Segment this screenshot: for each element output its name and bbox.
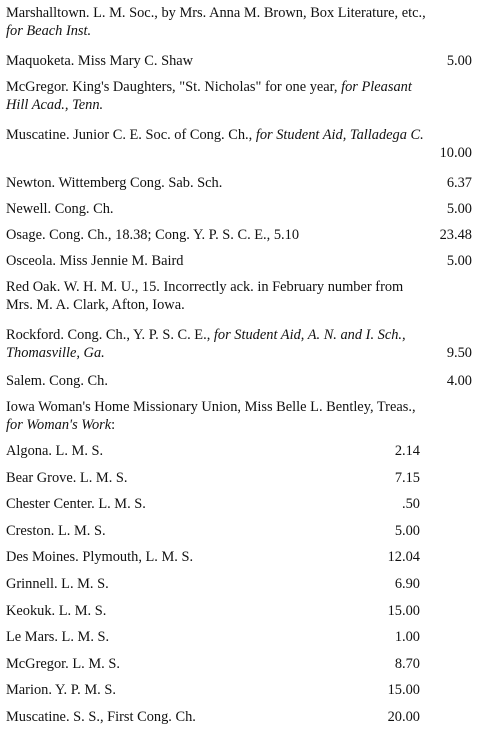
entry-donor: Osceola. Miss Jennie M. Baird bbox=[6, 253, 184, 269]
entry-text bbox=[6, 326, 426, 362]
entry-amount: 10.00 bbox=[439, 145, 472, 161]
entry bbox=[6, 278, 426, 314]
entry-text bbox=[6, 372, 426, 390]
sub-entry-amount: 8.70 bbox=[394, 656, 420, 672]
entry bbox=[6, 78, 426, 114]
entry bbox=[6, 200, 426, 218]
entry-donor: Osage. Cong. Ch., 18.38; Cong. Y. P. S. C. E., 5.10 bbox=[6, 227, 300, 243]
entry-designation: for Beach Inst. bbox=[6, 23, 92, 39]
entry-designation: for Student Aid, A. N. and I. Sch., Thomasville, Ga. bbox=[6, 327, 406, 361]
entry bbox=[6, 52, 426, 70]
entry-amount: 5.00 bbox=[446, 201, 472, 217]
entry-donor: McGregor. King's Daughters, "St. Nicholas" for one year, bbox=[6, 79, 342, 95]
entry-text bbox=[6, 174, 426, 192]
entry-text bbox=[6, 252, 426, 270]
sub-entry-amount: 12.04 bbox=[387, 549, 420, 565]
sub-entry-amount: 6.90 bbox=[394, 576, 420, 592]
sub-entry-text: Bear Grove. L. M. S. bbox=[6, 470, 128, 486]
entry bbox=[6, 226, 426, 244]
sub-entry-amount: 5.00 bbox=[394, 523, 420, 539]
entry bbox=[6, 372, 426, 390]
entry bbox=[6, 174, 426, 192]
sub-entry-text: Keokuk. L. M. S. bbox=[6, 603, 107, 619]
sub-entry-amount: 15.00 bbox=[387, 682, 420, 698]
sub-entry-text: Des Moines. Plymouth, L. M. S. bbox=[6, 549, 194, 565]
entry-text bbox=[6, 398, 426, 434]
entry bbox=[6, 398, 426, 434]
entry-text bbox=[6, 52, 426, 70]
entry-amount: 6.37 bbox=[446, 175, 472, 191]
sub-entry-amount: 15.00 bbox=[387, 603, 420, 619]
entry-designation: for Woman's Work bbox=[6, 417, 112, 433]
entry-designation: for Student Aid, Talladega C. bbox=[255, 127, 424, 143]
entry-donor: Muscatine. Junior C. E. Soc. of Cong. Ch., bbox=[6, 127, 256, 143]
sub-entry-text: Algona. L. M. S. bbox=[6, 443, 104, 459]
sub-entry-text: Chester Center. L. M. S. bbox=[6, 496, 146, 512]
entry-text bbox=[6, 78, 426, 114]
entry-designation: for Pleasant Hill Acad., Tenn. bbox=[6, 79, 412, 113]
entry-amount: 5.00 bbox=[446, 253, 472, 269]
entry-text bbox=[6, 4, 426, 40]
entry-amount: 4.00 bbox=[446, 373, 472, 389]
entry-donor: : bbox=[111, 417, 116, 433]
sub-entry-amount: 7.15 bbox=[394, 470, 420, 486]
entry-donor: Salem. Cong. Ch. bbox=[6, 373, 108, 389]
entry-donor: Iowa Woman's Home Missionary Union, Miss Belle L. Bentley, Treas., bbox=[6, 399, 416, 415]
entry-donor: Newell. Cong. Ch. bbox=[6, 201, 114, 217]
entry bbox=[6, 326, 426, 362]
entry-donor: Rockford. Cong. Ch., Y. P. S. C. E., bbox=[6, 327, 214, 343]
entry-amount: 23.48 bbox=[439, 227, 472, 243]
entry bbox=[6, 252, 426, 270]
entry-text bbox=[6, 200, 426, 218]
entry-donor: Marshalltown. L. M. Soc., by Mrs. Anna M. Brown, Box Literature, etc., bbox=[6, 5, 426, 21]
entry-amount: 9.50 bbox=[446, 345, 472, 361]
sub-entry-amount: 20.00 bbox=[387, 709, 420, 725]
entry-donor: Newton. Wittemberg Cong. Sab. Sch. bbox=[6, 175, 223, 191]
entry-text bbox=[6, 226, 426, 244]
entry bbox=[6, 4, 426, 40]
sub-entry-text: Creston. L. M. S. bbox=[6, 523, 106, 539]
entry-text bbox=[6, 278, 426, 314]
sub-entry-text: Le Mars. L. M. S. bbox=[6, 629, 110, 645]
entry bbox=[6, 126, 426, 144]
sub-entry-text: Muscatine. S. S., First Cong. Ch. bbox=[6, 709, 196, 725]
entry-amount: 5.00 bbox=[446, 53, 472, 69]
sub-entry-amount: 2.14 bbox=[394, 443, 420, 459]
entry-donor: Red Oak. W. H. M. U., 15. Incorrectly ack. in February number from Mrs. M. A. Clark, Afton, Iowa. bbox=[6, 279, 404, 313]
sub-entry-text: Grinnell. L. M. S. bbox=[6, 576, 109, 592]
entry-donor: Maquoketa. Miss Mary C. Shaw bbox=[6, 53, 194, 69]
sub-entry-text: Marion. Y. P. M. S. bbox=[6, 682, 116, 698]
sub-entry-amount: .50 bbox=[402, 496, 420, 512]
sub-entry-amount: 1.00 bbox=[394, 629, 420, 645]
sub-entry-text: McGregor. L. M. S. bbox=[6, 656, 120, 672]
entry-text bbox=[6, 126, 426, 144]
